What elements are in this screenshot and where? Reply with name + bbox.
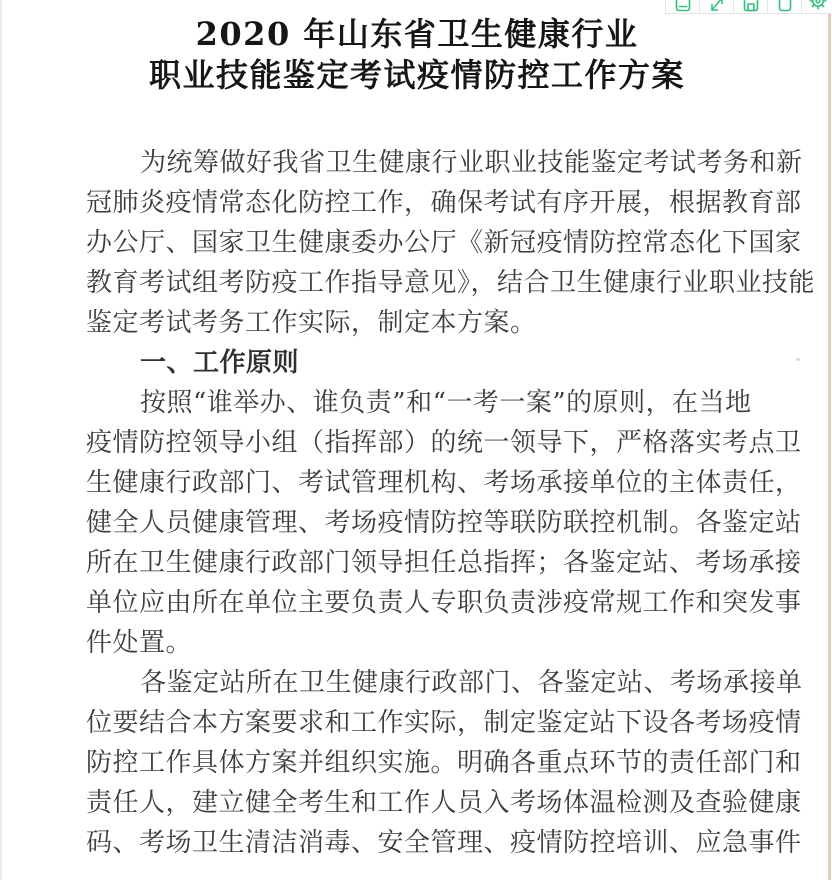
share-icon: [776, 0, 794, 12]
document-title: [86, 14, 748, 96]
save-icon: [742, 0, 760, 12]
text-line: 所在卫生健康行政部门领导担任总指挥；各鉴定站、考场承接: [86, 548, 802, 578]
text-line: 生健康行政部门、考试管理机构、考场承接单位的主体责任，: [86, 468, 802, 498]
document-body: [86, 143, 816, 863]
expand-icon: [708, 0, 726, 12]
toolbar-button-settings[interactable]: [801, 0, 832, 13]
title-line-2: 职业技能鉴定考试疫情防控工作方案: [148, 56, 685, 94]
toolbar-button-expand[interactable]: [699, 0, 733, 13]
scan-left-edge: [0, 0, 2, 880]
text-line: 办公厅、国家卫生健康委办公厅《新冠疫情防控常态化下国家: [86, 228, 802, 258]
toolbar-button-share[interactable]: [767, 0, 801, 13]
title-line-1: 2020 年山东省卫生健康行业: [195, 15, 639, 53]
text-line: 位要结合本方案要求和工作实际，制定鉴定站下设各考场疫情: [86, 708, 802, 738]
text-line: 按照“谁举办、谁负责”和“一考一案”的原则，在当地: [140, 388, 752, 418]
text-line: 件处置。: [86, 628, 193, 658]
text-line: 防控工作具体方案并组织实施。明确各重点环节的责任部门和: [86, 748, 802, 778]
settings-icon: [808, 0, 828, 12]
text-line: 疫情防控领导小组（指挥部）的统一领导下，严格落实考点卫: [86, 428, 802, 458]
text-line: 健全人员健康管理、考场疫情防控等联防联控机制。各鉴定站: [86, 508, 802, 538]
text-line: 冠肺炎疫情常态化防控工作，确保考试有序开展，根据教育部: [86, 188, 802, 218]
viewer-toolbar: [665, 0, 832, 14]
toolbar-button-save[interactable]: [733, 0, 767, 13]
text-line: 鉴定考试考务工作实际，制定本方案。: [86, 308, 537, 338]
text-line: 教育考试组考防疫工作指导意见》，结合卫生健康行业职业技能: [86, 268, 816, 298]
toolbar-button-device[interactable]: [665, 0, 699, 13]
text-line: 各鉴定站所在卫生健康行政部门、各鉴定站、考场承接单: [140, 668, 803, 698]
scan-right-edge: [828, 13, 831, 880]
section-heading: 一、工作原则: [140, 348, 300, 378]
text-line: 码、考场卫生清洁消毒、安全管理、疫情防控培训、应急事件: [86, 828, 802, 858]
text-line: 单位应由所在单位主要负责人专职负责涉疫常规工作和突发事: [86, 588, 802, 618]
device-icon: [674, 0, 692, 12]
text-line: 为统筹做好我省卫生健康行业职业技能鉴定考试考务和新: [140, 148, 803, 178]
text-line: 责任人，建立健全考生和工作人员入考场体温检测及查验健康: [86, 788, 802, 818]
scan-artifact: [796, 358, 800, 361]
